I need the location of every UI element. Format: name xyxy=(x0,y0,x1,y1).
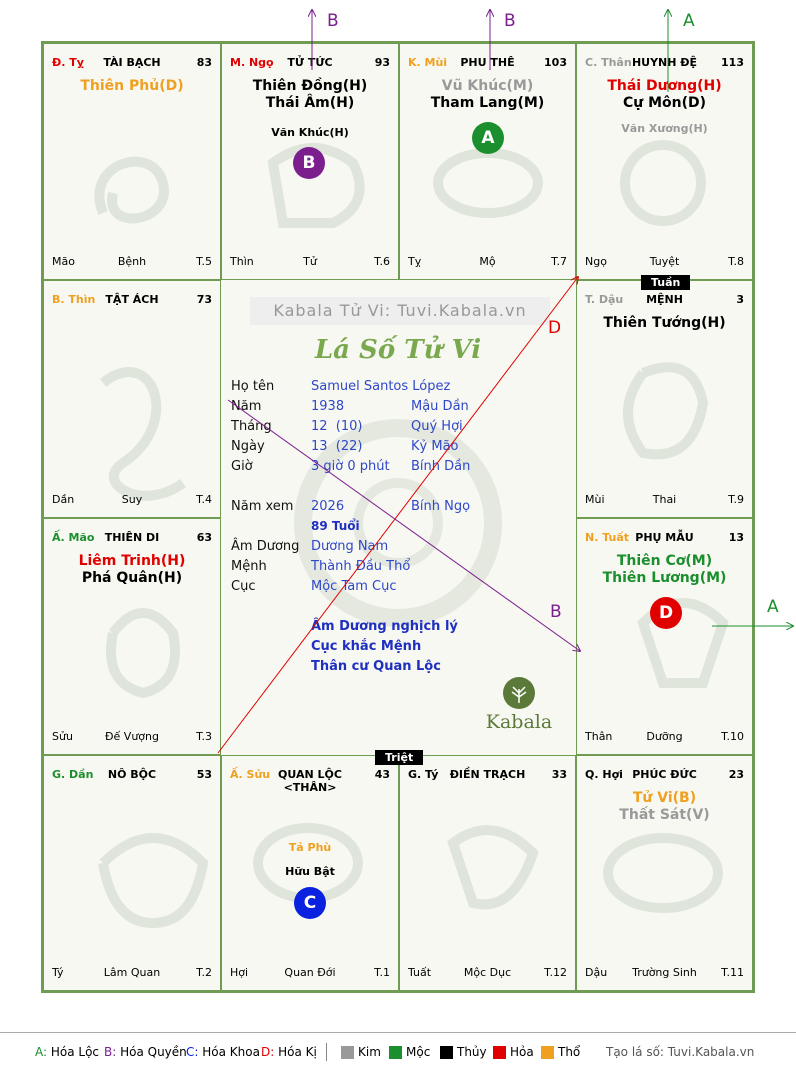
palace-branch: Sửu xyxy=(52,730,73,743)
hoa-quyen-diagonal xyxy=(228,400,580,651)
palace-period: T.4 xyxy=(196,493,212,506)
main-star: Thất Sát(V) xyxy=(619,807,710,823)
palace-name: ĐIỀN TRẠCH xyxy=(449,768,526,781)
legend-moc: Mộc xyxy=(406,1045,431,1059)
palace-stage: Mộ xyxy=(479,255,496,268)
main-star: Thiên Tướng(H) xyxy=(603,315,726,331)
label-am-duong: Âm Dương xyxy=(231,539,300,554)
label-cuc: Cục xyxy=(231,579,256,594)
palace-period: T.7 xyxy=(551,255,567,268)
palace-number: 3 xyxy=(736,293,744,306)
arrow-label-a1: A xyxy=(683,11,695,31)
label-menh: Mệnh xyxy=(231,559,267,574)
palace-number: 43 xyxy=(374,768,390,781)
palace-can: K. Mùi xyxy=(408,56,448,69)
marker-d: D xyxy=(650,597,682,629)
palace-branch: Dậu xyxy=(585,966,608,979)
palace-name: TẬT ÁCH xyxy=(105,293,159,306)
palace-stage: Bệnh xyxy=(117,255,147,268)
label-nam-xem: Năm xem xyxy=(231,499,294,514)
main-star: Thiên Đồng(H) xyxy=(252,78,368,94)
palace-branch: Dần xyxy=(52,493,75,506)
value-cuc: Mộc Tam Cục xyxy=(311,579,397,594)
value-tuoi: 89 Tuổi xyxy=(311,519,360,533)
palace-stage: Dưỡng xyxy=(646,730,683,743)
palace-name: PHU THÊ xyxy=(460,56,515,69)
palace-number: 103 xyxy=(544,56,567,69)
palace-number: 93 xyxy=(374,56,390,69)
palace-number: 83 xyxy=(196,56,212,69)
main-star: Thái Dương(H) xyxy=(607,78,722,94)
palace-branch: Thân xyxy=(585,730,613,743)
hoa-ki-diagonal xyxy=(218,277,578,753)
palace-branch: Mùi xyxy=(585,493,605,506)
main-star: Thái Âm(H) xyxy=(265,95,355,111)
value-nam-xem-can: Bính Ngọ xyxy=(411,499,471,514)
main-star: Liêm Trinh(H) xyxy=(78,553,186,569)
arrow-label-b1: B xyxy=(327,11,339,31)
value-ngay-can: Kỷ Mão xyxy=(411,439,459,454)
palace-period: T.8 xyxy=(728,255,744,268)
legend-hoa-ki-text: D: Hóa Kị xyxy=(261,1045,317,1059)
legend-kim: Kim xyxy=(358,1045,381,1059)
palace-period: T.11 xyxy=(721,966,744,979)
palace-can: Ấ. Mão xyxy=(52,531,95,544)
minor-star: Văn Khúc(H) xyxy=(271,126,349,139)
palace-branch: Tỵ xyxy=(408,255,422,268)
palace-stage: Suy xyxy=(121,493,143,506)
palace-name: QUAN LỘC <THÂN> xyxy=(278,768,342,794)
palace-name: HUYNH ĐỆ xyxy=(631,56,698,69)
label-nam: Năm xyxy=(231,399,262,414)
palace-name: TỬ TỨC xyxy=(287,56,333,69)
tuan-badge: Tuần xyxy=(641,275,690,290)
palace-number: 73 xyxy=(196,293,212,306)
value-ngay: 13 (22) xyxy=(311,439,363,454)
palace-stage: Đế Vượng xyxy=(105,730,159,743)
palace-period: T.6 xyxy=(374,255,390,268)
value-menh: Thành Đầu Thổ xyxy=(311,559,411,574)
palace-number: 63 xyxy=(196,531,212,544)
marker-b: B xyxy=(293,147,325,179)
palace-name: PHỤ MẪU xyxy=(635,531,694,544)
palace-can: M. Ngọ xyxy=(230,56,274,69)
label-ngay: Ngày xyxy=(231,439,265,454)
minor-star: Tả Phù xyxy=(288,841,332,854)
palace-name: MỆNH xyxy=(646,293,683,306)
palace-name: NÔ BỘC xyxy=(107,768,157,781)
legend-hoa-khoa-text: C: Hóa Khoa xyxy=(186,1045,260,1059)
palace-can: C. Thân xyxy=(585,56,632,69)
palace-number: 23 xyxy=(728,768,744,781)
marker-c: C xyxy=(294,887,326,919)
palace-branch: Mão xyxy=(52,255,75,268)
legend-site-link[interactable]: Tạo lá số: Tuvi.Kabala.vn xyxy=(606,1045,755,1059)
palace-period: T.10 xyxy=(721,730,744,743)
label-ho-ten: Họ tên xyxy=(231,379,275,394)
value-ho-ten: Samuel Santos López xyxy=(311,379,451,394)
main-star: Tử Vi(B) xyxy=(632,790,697,806)
kabala-logo-text: Kabala xyxy=(485,711,553,733)
note-than: Thân cư Quan Lộc xyxy=(311,659,441,674)
note-am-duong: Âm Dương nghịch lý xyxy=(311,619,458,634)
value-am-duong: Dương Nam xyxy=(311,539,389,554)
legend-thuy: Thủy xyxy=(457,1045,487,1059)
palace-branch: Thìn xyxy=(230,255,254,268)
chart-title: Lá Số Tử Vi xyxy=(314,335,482,365)
palace-stage: Lâm Quan xyxy=(103,966,161,979)
palace-can: N. Tuất xyxy=(585,531,630,544)
note-cuc: Cục khắc Mệnh xyxy=(311,639,422,654)
palace-stage: Quan Đới xyxy=(284,966,336,979)
palace-period: T.1 xyxy=(374,966,390,979)
palace-number: 53 xyxy=(196,768,212,781)
palace-name: THIÊN DI xyxy=(104,531,160,544)
marker-a: A xyxy=(472,122,504,154)
palace-number: 33 xyxy=(551,768,567,781)
value-gio-can: Bính Dần xyxy=(411,459,471,474)
palace-number: 13 xyxy=(728,531,744,544)
palace-period: T.3 xyxy=(196,730,212,743)
legend-hoa-loc-text: A: Hóa Lộc xyxy=(35,1045,100,1059)
legend-hoa: Hỏa xyxy=(510,1045,534,1059)
arrow-label-d: D xyxy=(548,318,562,338)
palace-can: B. Thìn xyxy=(52,293,96,306)
legend-hoa-quyen-text: B: Hóa Quyền xyxy=(104,1045,187,1059)
minor-star: Hữu Bật xyxy=(285,865,335,878)
palace-stage: Trường Sinh xyxy=(632,966,697,979)
main-star: Cự Môn(D) xyxy=(622,95,707,111)
palace-period: T.12 xyxy=(544,966,567,979)
main-star: Thiên Phủ(D) xyxy=(80,78,184,94)
palace-stage: Thai xyxy=(652,493,677,506)
label-thang: Tháng xyxy=(231,419,272,434)
main-star: Thiên Cơ(M) xyxy=(616,553,713,569)
value-thang-can: Quý Hợi xyxy=(411,419,463,434)
main-star: Thiên Lương(M) xyxy=(602,570,727,586)
palace-can: T. Dậu xyxy=(585,293,624,306)
palace-stage: Tử xyxy=(303,255,317,268)
palace-period: T.5 xyxy=(196,255,212,268)
main-star: Phá Quân(H) xyxy=(81,570,183,586)
palace-number: 113 xyxy=(721,56,744,69)
value-nam: 1938 xyxy=(311,399,345,414)
palace-stage: Tuyệt xyxy=(649,255,680,268)
value-thang: 12 (10) xyxy=(311,419,363,434)
triet-badge: Triệt xyxy=(375,750,423,765)
palace-can: G. Dần xyxy=(52,768,94,781)
palace-branch: Tuất xyxy=(408,966,432,979)
arrow-label-b3: B xyxy=(550,602,562,622)
palace-can: Q. Hợi xyxy=(585,768,623,781)
palace-can: G. Tý xyxy=(408,768,439,781)
arrow-label-a2: A xyxy=(767,597,779,617)
legend-tho: Thổ xyxy=(558,1045,581,1059)
palace-can: Ấ. Sửu xyxy=(230,768,271,781)
palace-branch: Ngọ xyxy=(585,255,607,268)
value-nam-xem: 2026 xyxy=(311,499,345,514)
label-gio: Giờ xyxy=(231,459,253,474)
value-nam-can: Mậu Dần xyxy=(411,399,469,414)
main-star: Tham Lang(M) xyxy=(430,95,545,111)
palace-period: T.9 xyxy=(728,493,744,506)
palace-can: Đ. Tỵ xyxy=(52,56,84,69)
palace-period: T.2 xyxy=(196,966,212,979)
palace-name: TÀI BẠCH xyxy=(103,56,161,69)
palace-branch: Tý xyxy=(52,966,64,979)
minor-star: Văn Xương(H) xyxy=(621,122,708,135)
value-gio: 3 giờ 0 phút xyxy=(311,459,390,474)
main-star: Vũ Khúc(M) xyxy=(441,78,534,94)
palace-stage: Mộc Dục xyxy=(463,966,512,979)
center-watermark: Kabala Tử Vi: Tuvi.Kabala.vn xyxy=(250,297,550,325)
arrow-label-b2: B xyxy=(504,11,516,31)
palace-name: PHÚC ĐỨC xyxy=(632,768,697,781)
palace-branch: Hợi xyxy=(230,966,249,979)
